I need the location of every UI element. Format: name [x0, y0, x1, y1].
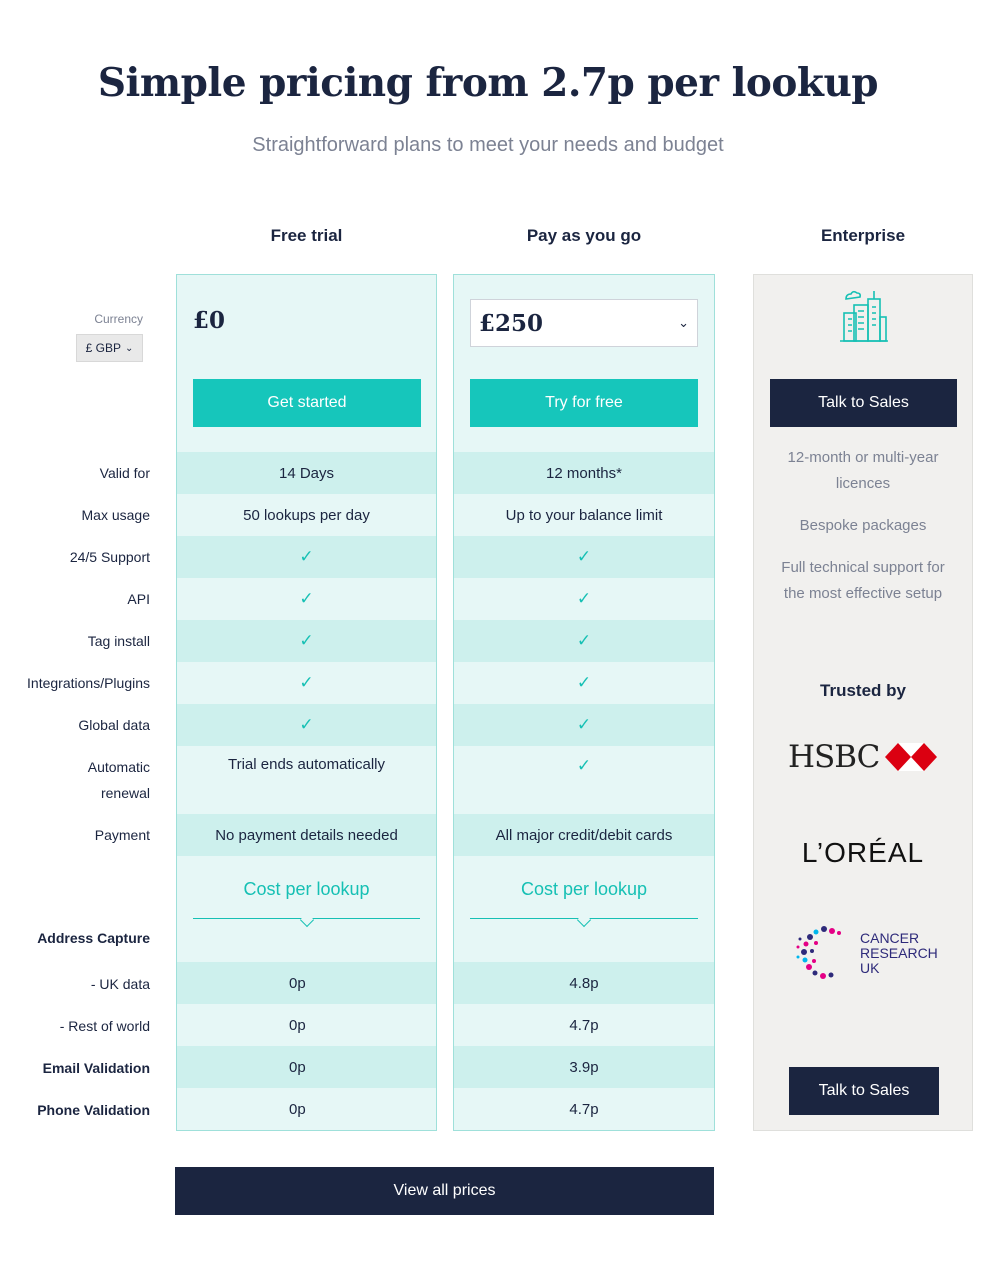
talk-to-sales-button-top[interactable]: Talk to Sales [770, 379, 957, 427]
cru-line3: UK [860, 960, 880, 976]
free-phone: 0p [289, 1100, 306, 1118]
currency-select[interactable] [76, 334, 143, 362]
free-trial-price: £0 [193, 307, 226, 334]
check-icon: ✓ [299, 547, 314, 566]
hsbc-hexagon-icon [885, 743, 937, 771]
label-renewal-line1: Automatic [87, 759, 150, 775]
pay-as-you-go-heading: Pay as you go [526, 226, 642, 245]
talk-to-sales-button-bottom[interactable]: Talk to Sales [789, 1067, 939, 1115]
page-title: Simple pricing from 2.7p per lookup [97, 60, 879, 106]
payg-valid-for: 12 months* [454, 452, 714, 494]
free-payment: No payment details needed [177, 814, 436, 856]
balance-select[interactable] [470, 299, 698, 347]
enterprise-support-line2: the most effective setup [783, 585, 943, 602]
payg-max-usage: Up to your balance limit [505, 506, 663, 524]
free-uk-data: 0p [177, 962, 436, 1004]
currency-label: Currency [94, 312, 143, 326]
label-integrations: Integrations/Plugins [27, 675, 150, 691]
check-icon: ✓ [576, 673, 592, 692]
payg-cost-heading-text: Cost per lookup [520, 879, 648, 899]
free-cost-heading-text: Cost per lookup [243, 879, 370, 899]
enterprise-bespoke: Bespoke packages [799, 517, 927, 534]
label-renewal-line2: renewal [100, 785, 150, 801]
label-payment: Payment [94, 827, 150, 843]
enterprise-licences-line1: 12-month or multi-year [787, 449, 939, 466]
payg-uk-data: 4.8p [454, 962, 714, 1004]
try-for-free-button[interactable]: Try for free [470, 379, 698, 427]
hsbc-logo [788, 737, 948, 777]
loreal-logo: L’ORÉAL [801, 837, 925, 868]
enterprise-licences-line2: licences [835, 475, 891, 492]
enterprise-card [753, 274, 973, 1131]
free-renewal: Trial ends automatically [227, 756, 385, 773]
check-icon: ✓ [299, 589, 314, 608]
check-icon: ✓ [299, 715, 314, 734]
currency-value: £ GBP [85, 341, 121, 355]
label-address-capture: Address Capture [37, 930, 150, 946]
payg-phone: 4.7p [569, 1100, 599, 1118]
label-tag-install: Tag install [87, 633, 150, 649]
trusted-by-heading: Trusted by [820, 681, 906, 700]
city-buildings-icon [838, 289, 890, 343]
free-rest-of-world: 0p [289, 1016, 306, 1034]
label-max-usage: Max usage [81, 507, 150, 523]
check-icon: ✓ [576, 715, 592, 734]
cru-line1: CANCER [860, 930, 920, 946]
cancer-research-c-icon [794, 923, 854, 983]
free-max-usage: 50 lookups per day [243, 506, 370, 524]
check-icon: ✓ [299, 631, 314, 650]
enterprise-support-line1: Full technical support for [781, 559, 945, 576]
payg-email: 3.9p [454, 1046, 714, 1088]
pay-as-you-go-card [453, 274, 715, 1131]
label-uk-data: - UK data [90, 976, 150, 992]
cancer-research-uk-logo [794, 923, 944, 983]
free-valid-for: 14 Days [177, 452, 436, 494]
label-global-data: Global data [78, 717, 150, 733]
free-cost-per-lookup-heading [193, 879, 420, 919]
view-all-prices-button[interactable]: View all prices [175, 1167, 714, 1215]
enterprise-heading: Enterprise [820, 226, 906, 245]
chevron-down-icon: ⌄ [124, 342, 134, 354]
page-subtitle: Straightforward plans to meet your needs and budget [252, 134, 724, 156]
check-icon: ✓ [576, 631, 592, 650]
chevron-down-icon: ⌄ [678, 315, 689, 330]
check-icon: ✓ [576, 547, 592, 566]
payg-rest-of-world: 4.7p [569, 1016, 599, 1034]
label-phone-validation: Phone Validation [37, 1102, 150, 1118]
label-api: API [127, 591, 150, 607]
label-support: 24/5 Support [69, 549, 150, 565]
free-email: 0p [177, 1046, 436, 1088]
free-trial-heading: Free trial [270, 226, 343, 245]
label-valid-for: Valid for [99, 465, 150, 481]
check-icon: ✓ [576, 589, 592, 608]
get-started-button[interactable]: Get started [193, 379, 421, 427]
label-email-validation: Email Validation [42, 1060, 150, 1076]
free-trial-card [176, 274, 437, 1131]
check-icon: ✓ [299, 673, 314, 692]
balance-value: £250 [479, 309, 544, 337]
payg-payment: All major credit/debit cards [454, 814, 714, 856]
cru-line2: RESEARCH [860, 945, 938, 961]
payg-cost-per-lookup-heading [470, 879, 698, 919]
check-icon: ✓ [576, 756, 592, 775]
label-rest-of-world: - Rest of world [59, 1018, 150, 1034]
hsbc-logo-text: HSBC [788, 739, 880, 775]
